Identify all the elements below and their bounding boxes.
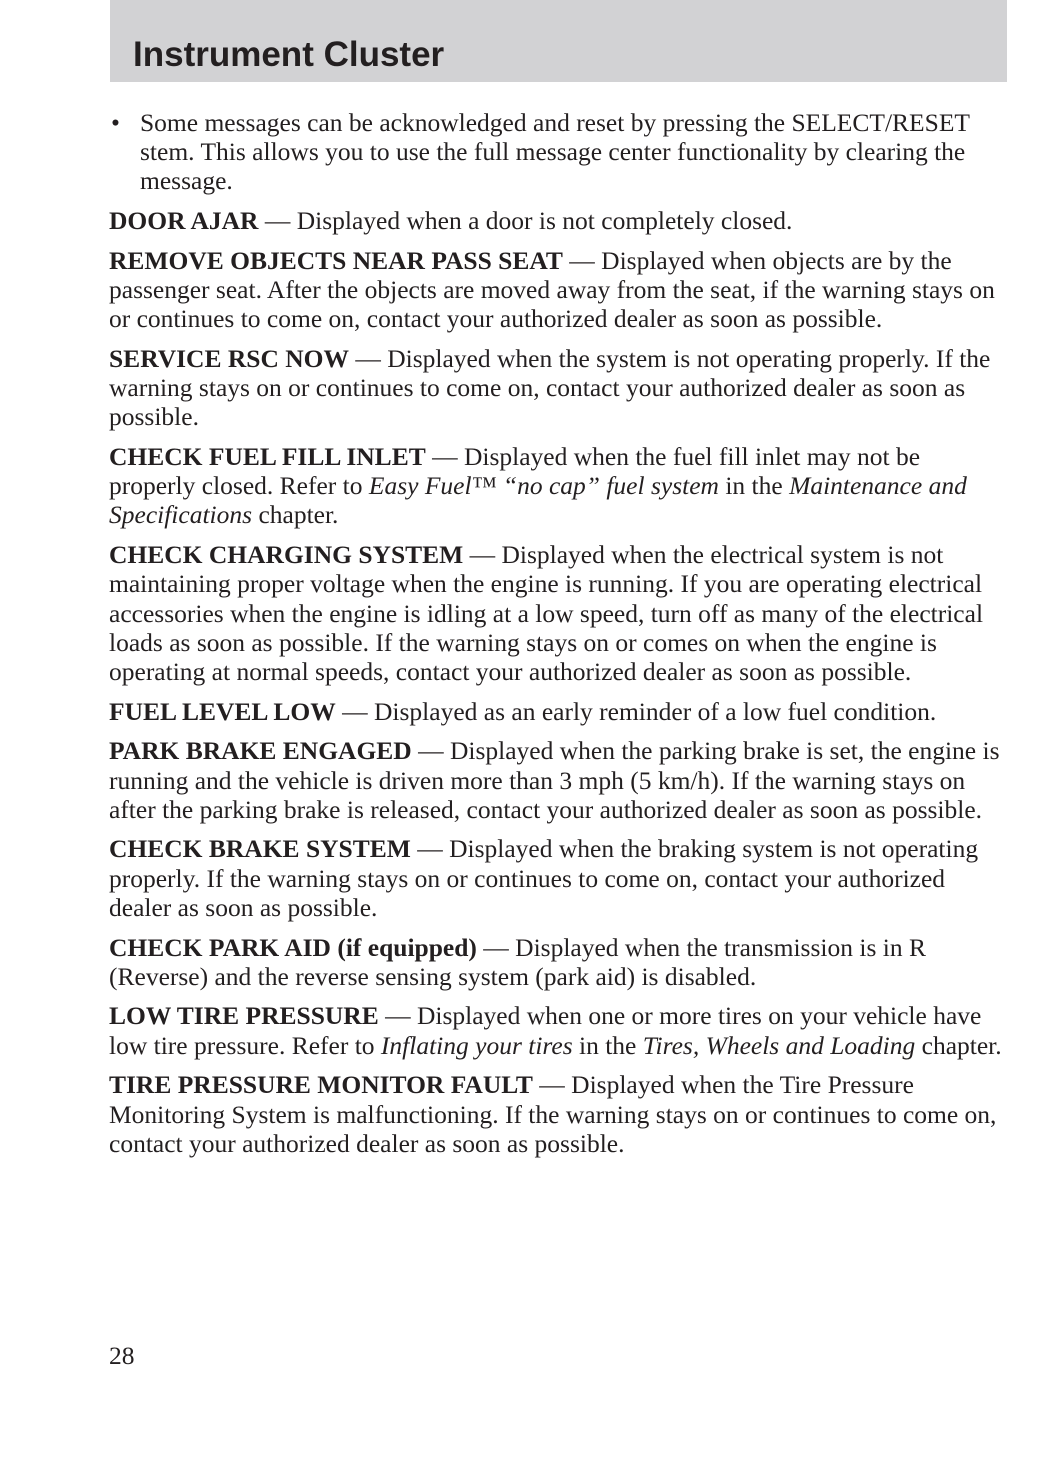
entry-description: — Displayed when the Tire Pressure Monitoring System is malfunctioning. If the warning stays on or continues to come on, contact your authorized dealer as soon as possible. [109,1070,997,1158]
page-content [109,108,1009,1169]
entry-reference: Inflating your tires [380,1030,573,1060]
bullet-text: Some messages can be acknowledged and reset by pressing the SELECT/RESET stem. This allows you to use the full message center functionality by clearing the message. [140,108,970,196]
entry-description: — Displayed when the braking system is not operating properly. If the warning stays on or continues to come on, contact your authorized dealer as soon as possible. [109,834,979,922]
entry-term: PARK BRAKE ENGAGED [109,736,412,766]
bullet-item [109,108,1009,196]
entry-description: — Displayed when the electrical system is not maintaining proper voltage when the engine is running. If you are operating electrical accessories when the engine is idling at a low speed, turn off as many of the electrical loads as soon as possible. If the warning stays on or comes on when the engine is operating at normal speeds, contact your authorized dealer as soon as possible. [109,540,984,686]
entry-low-tire [109,1001,1009,1059]
entry-term: SERVICE RSC NOW [109,343,349,373]
entry-tpms-fault [109,1070,1009,1158]
entry-reference: Maintenance and Specifications [109,471,967,530]
entry-term: CHECK BRAKE SYSTEM [109,834,411,864]
page-header [110,0,1007,82]
entry-term: TIRE PRESSURE MONITOR FAULT [109,1070,533,1100]
entry-check-charging [109,540,1009,686]
entry-description: — Displayed as an early reminder of a low fuel condition. [335,696,937,726]
page-title: Instrument Cluster [133,35,445,74]
entry-term: CHECK FUEL FILL INLET [109,442,426,472]
entry-description: — Displayed when the fuel fill inlet may not be properly closed. Refer to [109,442,921,501]
entry-description: in the [718,471,790,501]
entry-term: CHECK PARK AID (if equipped) [109,932,477,962]
entry-description: — Displayed when one or more tires on your vehicle have low tire pressure. Refer to [109,1001,982,1060]
entry-description: chapter. [915,1030,1002,1060]
bullet-icon: • [111,108,120,137]
entry-check-fuel-fill [109,442,1009,530]
entry-description: — Displayed when objects are by the passenger seat. After the objects are moved away from the seat, if the warning stays on or continues to come on, contact your authorized dealer as soon as possible. [109,245,995,334]
entry-description: — Displayed when the parking brake is set, the engine is running and the vehicle is driven more than 3 mph (5 km/h). If the warning stays on after the parking brake is released, contact your authorized dealer as soon as possible. [109,736,1000,824]
entry-remove-objects [109,246,1009,334]
entry-reference: Easy Fuel™ “no cap” fuel system [368,471,719,501]
entry-term: LOW TIRE PRESSURE [109,1001,379,1031]
entry-description: in the [572,1030,643,1060]
entry-term: REMOVE OBJECTS NEAR PASS SEAT [109,245,563,275]
entry-check-brake [109,834,1009,922]
entry-term: CHECK CHARGING SYSTEM [109,540,464,570]
entry-check-park-aid [109,933,1009,991]
entry-fuel-level-low [109,697,1009,726]
entry-door-ajar [109,206,1009,235]
entry-description: — Displayed when the system is not operating properly. If the warning stays on or continues to come on, contact your authorized dealer as soon as possible. [109,343,991,432]
entry-description: — Displayed when the transmission is in R (Reverse) and the reverse sensing system (park aid) is disabled. [109,932,926,991]
entry-park-brake [109,736,1009,824]
entry-term: DOOR AJAR [109,206,259,236]
entry-reference: Tires, Wheels and Loading [642,1030,916,1060]
entry-description: chapter. [252,500,339,530]
entry-description: — Displayed when a door is not completely closed. [258,206,793,236]
entry-service-rsc [109,344,1009,432]
page-number: 28 [109,1341,135,1370]
entry-term: FUEL LEVEL LOW [109,696,336,726]
